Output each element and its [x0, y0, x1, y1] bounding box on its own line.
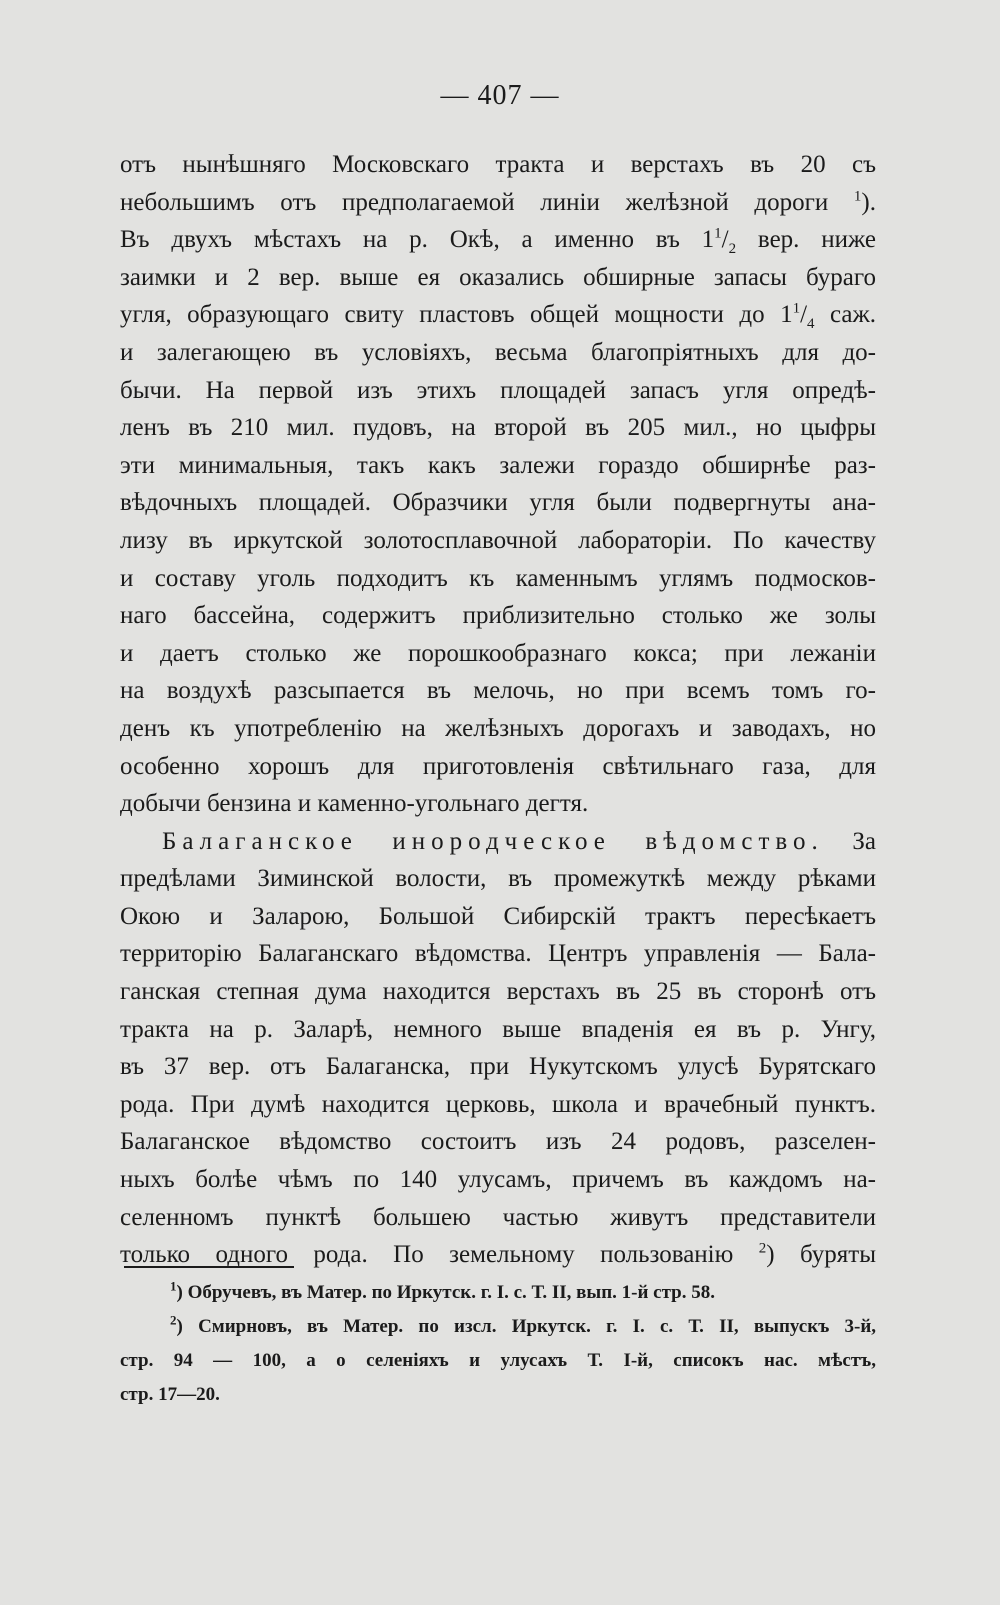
footnote-marker: 1 — [170, 1278, 177, 1294]
page-number: — 407 — — [440, 80, 560, 111]
section-heading: Балаганское инородческое вѣдомство. — [162, 827, 824, 855]
footnote-2-continued: стр. 17—20. — [120, 1384, 220, 1405]
footnote-2-continued: стр. 94 — 100, а о селеніяхъ и улусахъ Т. I-й, списокъ нас. мѣстъ, — [120, 1350, 876, 1371]
text-line: селенномъ пунктѣ большею частью живутъ представители — [120, 1203, 876, 1231]
footnote-ref: 1 — [853, 188, 862, 205]
text-line: предѣлами Зиминской волости, въ промежуткѣ между рѣками — [120, 865, 876, 893]
text-line: ныхъ болѣе чѣмъ по 140 улусамъ, причемъ въ каждомъ на- — [120, 1166, 876, 1194]
footnote-ref: 2 — [758, 1240, 767, 1257]
text-fragment: саж. — [829, 301, 876, 329]
text-line — [120, 1236, 876, 1274]
footnotes — [120, 1276, 876, 1412]
text-line: тракта на р. Заларѣ, немного выше впаденія ея въ р. Унгу, — [120, 1015, 876, 1043]
text-line — [120, 823, 876, 861]
text-line: рода. При думѣ находится церковь, школа и врачебный пунктъ. — [120, 1090, 876, 1118]
footnote-2: $^2$) Смирновъ, въ Матер. по изсл. Иркутск. г. I. с. Т. II, выпускъ 3-й, — [170, 1312, 876, 1337]
text-line: и залегающею въ условіяхъ, весьма благопріятныхъ для до- — [120, 338, 876, 366]
text-line: отъ нынѣшняго Московскаго тракта и верстахъ въ 20 съ — [120, 151, 876, 178]
text-fragment: ) — [766, 1241, 775, 1269]
text-line: вѣдочныхъ площадей. Образчики угля были подвергнуты ана- — [120, 489, 876, 517]
text-line: и составу уголь подходитъ къ каменнымъ углямъ подмосков- — [120, 564, 876, 592]
text-line: на воздухѣ разсыпается въ мелочь, но при всемъ томъ го- — [120, 677, 876, 705]
text-line: территорію Балаганскаго вѣдомства. Центръ управленія — Бала- — [120, 940, 876, 968]
footnote-1: $^1$) Обручевъ, въ Матер. по Иркутск. г. I. с. Т. II, вып. 1-й стр. 58. — [170, 1278, 715, 1303]
mixed-fraction: $1^1/_2$ — [701, 225, 737, 258]
text-line: наго бассейна, содержитъ приблизительно столько же золы — [120, 602, 876, 630]
text-fragment: буряты — [800, 1241, 876, 1269]
text-fragment: вер. ниже — [757, 226, 876, 254]
text-line: ганская степная дума находится верстахъ въ 25 въ сторонѣ отъ — [120, 978, 876, 1006]
text-line: денъ къ употребленію на желѣзныхъ дорогахъ и заводахъ, но — [120, 714, 876, 742]
text-line: бычи. На первой изъ этихъ площадей запасъ угля опредѣ- — [120, 376, 876, 404]
text-line: Балаганское вѣдомство состоитъ изъ 24 родовъ, разселен- — [120, 1128, 876, 1156]
text-line: Окою и Заларою, Большой Сибирскій трактъ пересѣкаетъ — [120, 902, 876, 930]
text-fragment: За — [852, 827, 876, 855]
text-fragment: ). — [861, 188, 876, 216]
text-fragment: только одного рода. По земельному пользованію — [120, 1241, 734, 1269]
text-line: добычи бензина и каменно-угольнаго дегтя. — [120, 790, 589, 818]
footnote-text: Смирновъ, въ Матер. по изсл. Иркутск. г. I. с. Т. II, выпускъ 3-й, — [198, 1316, 876, 1337]
text-line: и даетъ столько же порошкообразнаго кокса; при лежаніи — [120, 639, 876, 667]
text-line: особенно хорошъ для приготовленія свѣтильнаго газа, для — [120, 752, 876, 780]
text-line: заимки и 2 вер. выше ея оказались обширные запасы бураго — [120, 263, 876, 291]
text-line: эти минимальныя, такъ какъ залежи гораздо обширнѣе раз- — [120, 451, 876, 479]
text-line — [120, 184, 876, 222]
text-line: лизу въ иркутской золотосплавочной лабораторіи. По качеству — [120, 526, 876, 554]
text-line: въ 37 вер. отъ Балаганска, при Нукутскомъ улусѣ Бурятскаго — [120, 1053, 876, 1081]
text-line: ленъ въ 210 мил. пудовъ, на второй въ 205 мил., но цыфры — [120, 414, 876, 442]
footnote-marker: 2 — [170, 1312, 177, 1328]
main-text — [120, 146, 876, 1274]
footnote-divider — [124, 1266, 294, 1268]
text-fragment: Въ двухъ мѣстахъ на р. Окѣ, а именно въ — [120, 226, 680, 254]
footnote-text: Обручевъ, въ Матер. по Иркутск. г. I. с. Т. II, вып. 1-й стр. 58. — [187, 1282, 715, 1303]
text-fragment: угля, образующаго свиту пластовъ общей мощности до — [120, 301, 765, 329]
mixed-fraction: $1^1/_4$ — [780, 301, 815, 333]
text-fragment: небольшимъ отъ предполагаемой линіи желѣзной дороги — [120, 188, 829, 216]
text-line — [120, 221, 876, 259]
text-line — [120, 296, 876, 334]
